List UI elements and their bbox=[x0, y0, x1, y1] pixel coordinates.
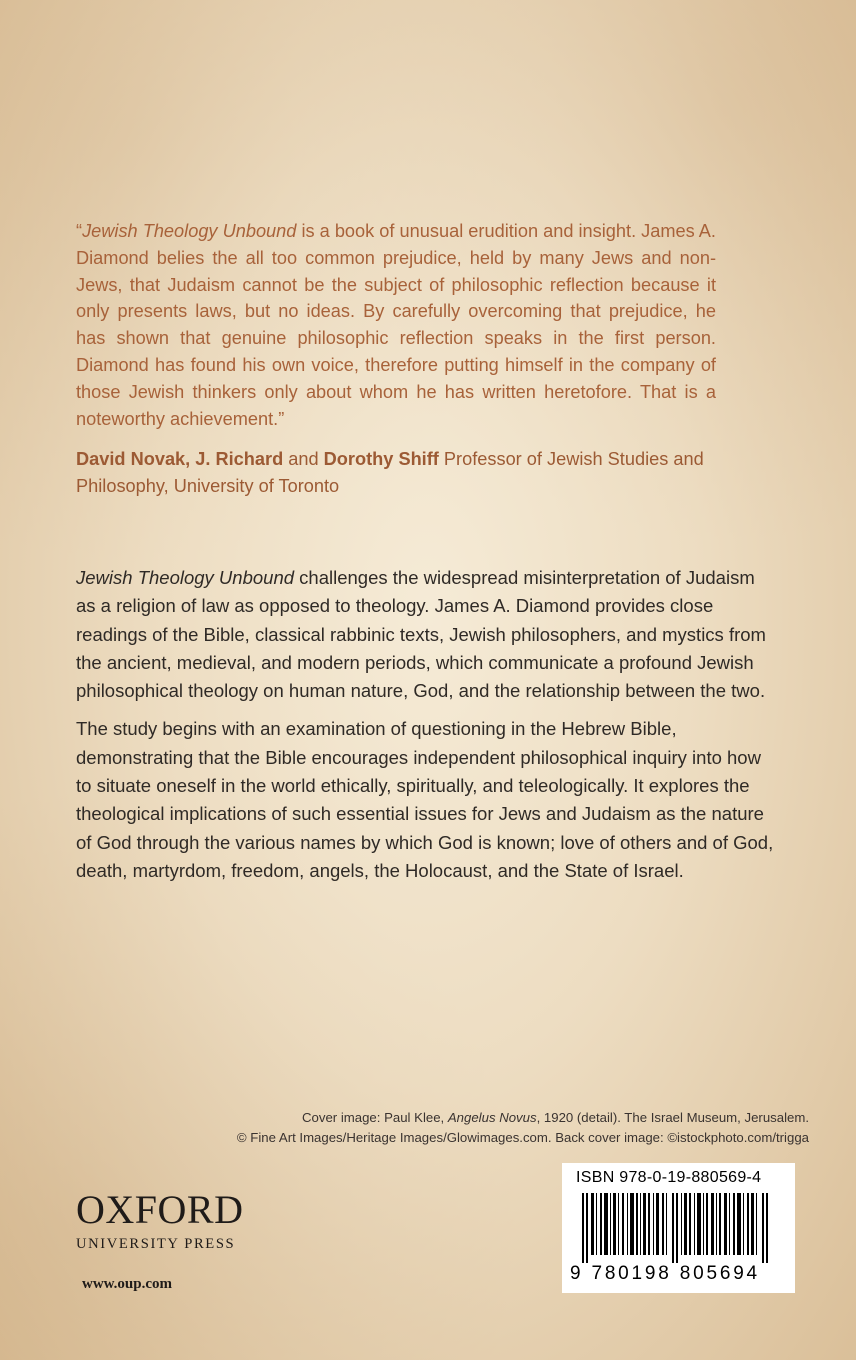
endorser-name-1: David Novak, J. Richard bbox=[76, 449, 284, 469]
image-credits bbox=[49, 1108, 809, 1148]
credits-line-2: © Fine Art Images/Heritage Images/Glowimages.com. Back cover image: ©istockphoto.com/trigga bbox=[236, 1130, 809, 1145]
publisher-url: www.oup.com bbox=[82, 1276, 173, 1292]
quote-open-mark: “ bbox=[76, 221, 83, 241]
credits-artwork-title: Angelus Novus bbox=[447, 1110, 537, 1125]
description-book-title: Jewish Theology Unbound bbox=[76, 567, 295, 588]
publisher-logo bbox=[76, 1187, 276, 1253]
isbn-label: ISBN 978-0-19-880569-4 bbox=[576, 1169, 762, 1186]
publisher-subname: UNIVERSITY PRESS bbox=[76, 1236, 236, 1252]
quote-book-title: Jewish Theology Unbound bbox=[82, 221, 297, 241]
endorsement-quote bbox=[76, 218, 716, 432]
barcode-digits: 9 780198 805694 bbox=[570, 1263, 760, 1284]
description-paragraph-2: The study begins with an examination of questioning in the Hebrew Bible, demonstrating that the Bible encourages independent philosophical inquiry into how to situate oneself in the world ethically, spiritually, and teleologically. It explores the theological implications of such essential issues for Jews and Judaism as the nature of God through the various names by which God is known; love of others and of God, death, martyrdom, freedom, angels, the Holocaust, and the State of Israel. bbox=[76, 718, 774, 881]
description-text-1: challenges the widespread misinterpretation of Judaism as a religion of law as opposed to theology. James A. Diamond provides close readings of the Bible, classical rabbinic texts, Jewish philosophers, and mystics from the ancient, medieval, and modern periods, which communicate a profound Jewish philosophical theology on human nature, God, and the relationship between the two. bbox=[76, 567, 766, 702]
description-paragraph-1 bbox=[76, 564, 776, 705]
barcode-bars bbox=[576, 1193, 781, 1263]
quote-text: is a book of unusual erudition and insight. James A. Diamond belies the all too common prejudice, held by many Jews and non-Jews, that Judaism cannot be the subject of philosophic reflection because it only presents laws, but no ideas. By carefully overcoming that prejudice, he has shown that genuine philosophic reflection speaks in the first person. Diamond has found his own voice, therefore putting himself in the company of those Jewish thinkers only about whom he has written heretofore. That is a noteworthy achievement.” bbox=[76, 221, 716, 429]
isbn-barcode-box bbox=[562, 1163, 795, 1293]
credits-line-1 bbox=[49, 1108, 809, 1128]
publisher-name: OXFORD bbox=[76, 1187, 244, 1232]
endorser-name-2: Dorothy Shiff bbox=[323, 449, 439, 469]
book-description bbox=[76, 564, 776, 895]
credits-line-1-b: , 1920 (detail). The Israel Museum, Jerusalem. bbox=[536, 1110, 809, 1125]
credits-line-1-a: Cover image: Paul Klee, bbox=[302, 1110, 448, 1125]
endorsement-attribution bbox=[76, 446, 716, 500]
endorser-connector: and bbox=[283, 449, 324, 469]
endorser-role: Professor of Jewish Studies and Philosophy, University of Toronto bbox=[76, 449, 704, 496]
